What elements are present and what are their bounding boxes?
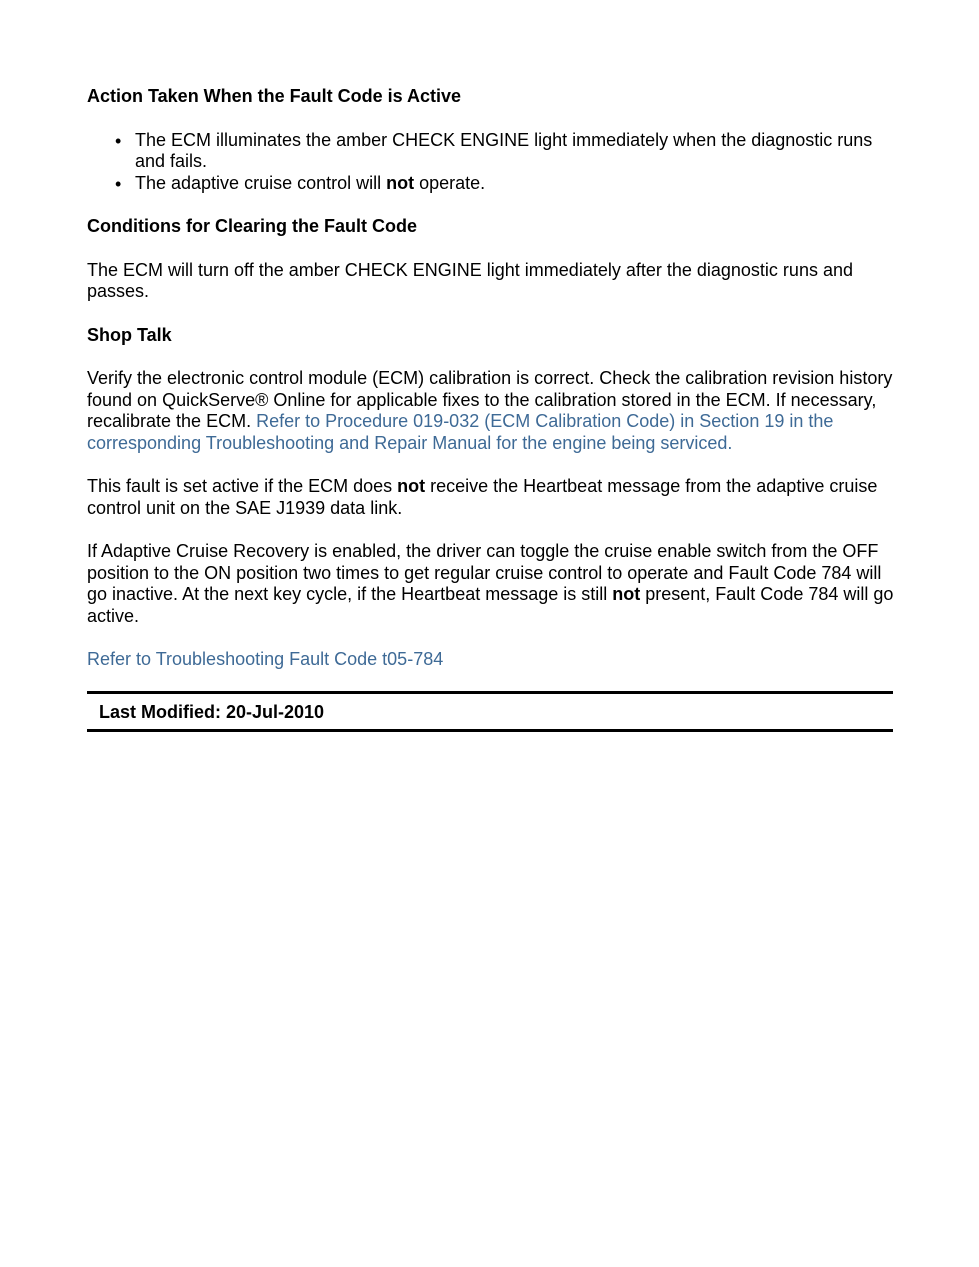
bullet-text-bold: not — [386, 172, 415, 193]
troubleshooting-ref-paragraph — [87, 649, 897, 671]
recovery-text-post: present, Fault Code 784 will go active. — [87, 584, 894, 626]
shop-talk-paragraph-recovery — [87, 541, 897, 627]
shop-talk-heading: Shop Talk — [87, 324, 172, 345]
list-item — [135, 130, 897, 173]
heartbeat-text-post: receive the Heartbeat message from the adaptive cruise control unit on the SAE J1939 data link. — [87, 476, 878, 518]
bullet-text-pre: The adaptive cruise control will — [135, 172, 387, 193]
action-bullet-list — [87, 130, 897, 195]
action-heading: Action Taken When the Fault Code is Active — [87, 86, 462, 106]
fault-code-t05-784-link[interactable]: Refer to Troubleshooting Fault Code t05-784 — [87, 649, 444, 669]
last-modified-label: Last Modified: 20-Jul-2010 — [99, 701, 325, 722]
footer-bottom-rule — [87, 729, 893, 732]
recovery-text-pre: If Adaptive Cruise Recovery is enabled, the driver can toggle the cruise enable switch from the OFF position to the ON position two times to get regular cruise control to operate and Fault Code 784 will go inactive. At the next key cycle, if the Heartbeat message is still — [87, 541, 882, 604]
document-content — [87, 86, 897, 732]
procedure-019-032-link[interactable]: Refer to Procedure 019-032 (ECM Calibration Code) in Section 19 in the corresponding Troubleshooting and Repair Manual for the engine being serviced. — [87, 411, 834, 453]
shop-talk-paragraph-heartbeat — [87, 476, 897, 519]
bullet-text: The ECM illuminates the amber CHECK ENGINE light immediately when the diagnostic runs and fails. — [135, 129, 873, 171]
bullet-text-post: operate. — [414, 172, 486, 193]
calibration-text: Verify the electronic control module (ECM) calibration is correct. Check the calibration revision history found on QuickServe® Online for applicable fixes to the calibration stored in the ECM. If necessary, recalibrate the ECM. — [87, 368, 893, 431]
heartbeat-text-bold: not — [397, 476, 426, 496]
heartbeat-text-pre: This fault is set active if the ECM does — [87, 476, 398, 496]
clearing-heading: Conditions for Clearing the Fault Code — [87, 216, 417, 236]
shop-talk-paragraph-calibration — [87, 368, 897, 454]
list-item — [135, 173, 897, 195]
recovery-text-bold: not — [612, 584, 641, 604]
clearing-paragraph: The ECM will turn off the amber CHECK ENGINE light immediately after the diagnostic runs and passes. — [87, 259, 853, 301]
